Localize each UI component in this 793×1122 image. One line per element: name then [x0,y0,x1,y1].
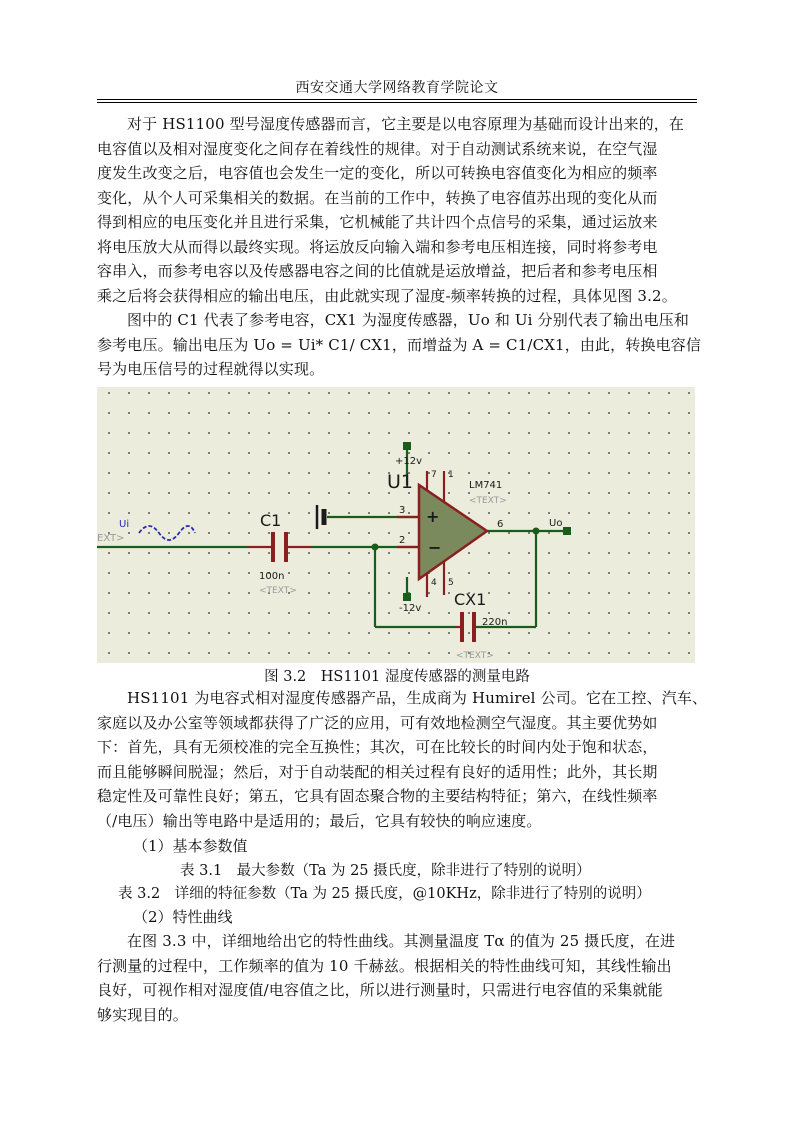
paragraph-4 [97,929,695,1027]
output-terminal [563,527,571,535]
pin3-label: 3 [399,505,406,516]
ext-label: EXT> [97,533,125,544]
vminus-terminal [403,593,411,601]
part-label: LM741 [469,480,503,491]
section-heading-1: （1）基本参数值 [133,837,248,855]
figure-caption: 图 3.2 HS1101 湿度传感器的测量电路 [264,669,530,685]
pin1-label: 1 [448,470,454,480]
paragraph-3 [97,686,708,833]
paragraph-line: 图中的 C1 代表了参考电容，CX1 为湿度传感器，Uo 和 Ui 分别代表了输出电压和 [127,311,690,329]
junction-dot [372,544,379,551]
noninv-sign: + [426,507,440,526]
part-text-tag: <TEXT> [469,496,507,506]
paragraph-line: 电容值以及相对湿度变化之间存在着线性的规律。对于自动测试系统来说，在空气湿 [97,139,658,158]
vplus-label: +12v [395,456,423,467]
ui-label: Ui [119,519,130,530]
paragraph-line: 够实现目的。 [97,1005,188,1024]
header-rule-thin [97,102,697,103]
paragraph-line: 乘之后将会获得相应的输出电压，由此就实现了湿度-频率转换的过程，具体见图 3.2。 [97,286,677,305]
cx1-value: 220n [482,617,508,628]
table-caption-3-1: 表 3.1 最大参数（Ta 为 25 摄氏度，除非进行了特别的说明） [180,863,591,879]
schematic-grid [97,387,695,663]
circuit-diagram [97,387,695,663]
section-heading-2: （2）特性曲线 [133,908,233,926]
junction-dot [533,528,540,535]
paragraph-line: 参考电压。输出电压为 Uo = Ui* C1/ CX1，而增益为 A = C1/CX1，由此，转换电容信 [97,335,702,354]
cx1-text-tag: <TEXT> [456,651,494,661]
paragraph-line: 行测量的过程中，工作频率的值为 10 千赫兹。根据相关的特性曲线可知，其线性输出 [97,956,672,975]
paragraph-line: 良好，可视作相对湿度值/电容值之比，所以进行测量时，只需进行电容值的采集就能 [97,981,663,999]
paragraph-line: HS1101 为电容式相对湿度传感器产品，生成商为 Humirel 公司。它在工控、汽车、 [127,689,708,707]
pin4-label: 4 [431,578,437,588]
pin5-label: 5 [448,578,454,588]
uo-label: Uo [549,518,563,529]
paragraph-line: 下：首先，具有无须校准的完全互换性；其次，可在比较长的时间内处于饱和状态， [97,738,658,756]
inv-sign: − [428,538,442,557]
paragraph-line: 度发生改变之后，电容值也会发生一定的变化，所以可转换电容值变化为相应的频率 [97,164,658,182]
pin2-label: 2 [399,535,406,546]
paragraph-line: 对于 HS1100 型号湿度传感器而言，它主要是以电容原理为基础而设计出来的，在 [127,115,685,133]
paragraph-line: 家庭以及办公室等领域都获得了广泛的应用，可有效地检测空气湿度。其主要优势如 [97,713,658,732]
c1-label: C1 [260,511,282,530]
page-header: 西安交通大学网络教育学院论文 [295,80,499,96]
cx1-label: CX1 [454,590,487,609]
table-caption-3-2: 表 3.2 详细的特征参数（Ta 为 25 摄氏度，@10KHz，除非进行了特别的说明） [118,886,651,902]
pin6-label: 6 [497,519,504,530]
pin7-label: 7 [431,470,437,480]
c1-text-tag: <TEXT> [259,586,297,596]
circuit-figure [97,387,695,663]
paragraph-line: 变化，从个人可采集相关的数据。在当前的工作中，转换了电容值苏出现的变化从而 [97,188,658,207]
paragraph-line: 容串入，而参考电容以及传感器电容之间的比值就是运放增益，把后者和参考电压相 [97,262,658,280]
paragraph-2 [97,308,702,382]
paragraph-line: 而且能够瞬间脱湿；然后，对于自动装配的相关过程有良好的适用性；此外，其长期 [97,762,658,781]
paragraph-line: （/电压）输出等电路中是适用的；最后，它具有较快的响应速度。 [97,811,542,830]
vminus-label: -12v [399,603,422,614]
header-rule-thick [97,99,697,100]
c1-value: 100n [259,571,285,582]
paragraph-line: 号为电压信号的过程就得以实现。 [97,360,325,378]
paragraph-line: 在图 3.3 中，详细地给出它的特性曲线。其测量温度 Tα 的值为 25 摄氏度，在进 [127,932,676,950]
paragraph-line: 将电压放大从而得以最终实现。将运放反向输入端和参考电压相连接，同时将参考电 [97,237,658,256]
vplus-terminal [403,442,411,450]
u1-label: U1 [387,471,413,493]
paragraph-1 [97,112,695,308]
paragraph-line: 得到相应的电压变化并且进行采集，它机械能了共计四个点信号的采集，通过运放来 [97,213,658,231]
paragraph-line: 稳定性及可靠性良好；第五，它具有固态聚合物的主要结构特征；第六，在线性频率 [97,787,658,805]
